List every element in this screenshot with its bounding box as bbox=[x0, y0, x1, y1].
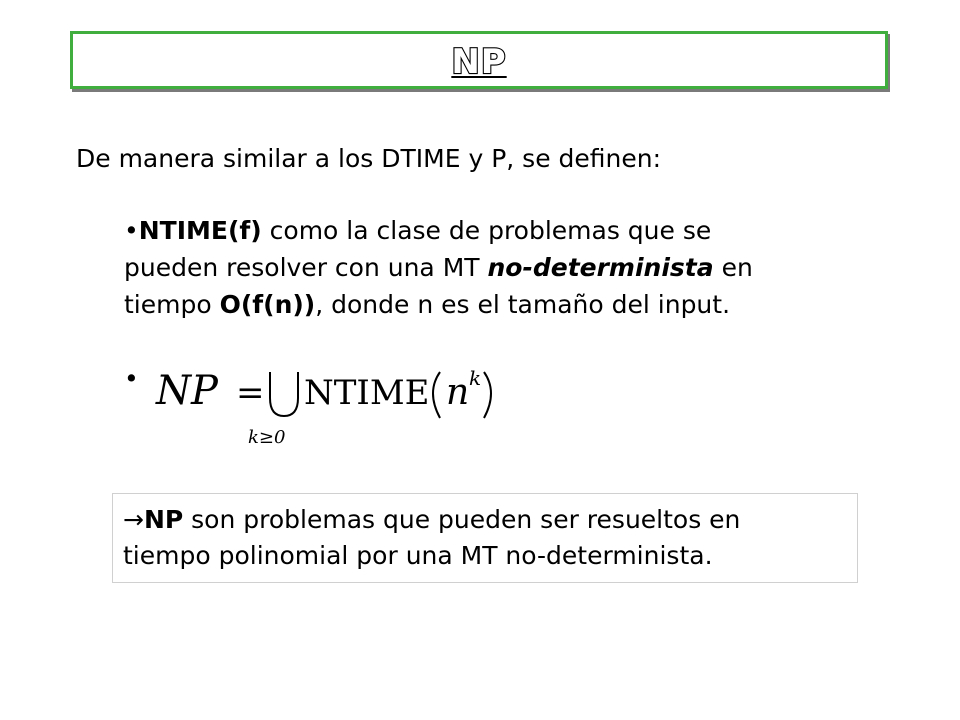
formula-function: NTIME bbox=[304, 373, 430, 413]
ntime-term: NTIME(f) bbox=[138, 216, 262, 245]
bullet-marker: • bbox=[124, 364, 139, 393]
formula-equals: = bbox=[236, 373, 265, 413]
left-paren bbox=[433, 372, 440, 418]
bullet1-text4: tiempo bbox=[124, 290, 220, 319]
np-union-formula bbox=[150, 360, 530, 460]
np-summary-box bbox=[112, 493, 858, 583]
formula-base: n bbox=[446, 372, 470, 413]
right-paren bbox=[484, 372, 491, 418]
formula-lhs: NP bbox=[156, 368, 218, 414]
bullet1-text1: como la clase de problemas que se bbox=[261, 216, 712, 245]
nondeterministic-emphasis: no-determinista bbox=[487, 253, 714, 282]
big-o-term: O(f(n)) bbox=[219, 290, 316, 319]
np-term: NP bbox=[143, 505, 184, 534]
formula-subscript: k≥0 bbox=[248, 427, 286, 448]
bullet1-text5: , donde n es el tamaño del input. bbox=[315, 290, 731, 319]
arrow-icon: → bbox=[123, 505, 144, 534]
bullet-marker: • bbox=[124, 216, 139, 245]
note-line1: son problemas que pueden ser resueltos en bbox=[183, 505, 741, 534]
bullet1-text2: pueden resolver con una MT bbox=[124, 253, 488, 282]
formula-exponent: k bbox=[469, 366, 482, 390]
bullet-ntime-definition bbox=[124, 212, 753, 323]
bullet1-text3: en bbox=[713, 253, 753, 282]
bullet-np-formula bbox=[124, 360, 604, 460]
intro-text: De manera similar a los DTIME y P, se definen: bbox=[76, 144, 662, 173]
slide-title: NP bbox=[451, 42, 507, 82]
note-line2: tiempo polinomial por una MT no-determinista. bbox=[123, 541, 713, 570]
title-banner bbox=[70, 31, 888, 89]
union-symbol bbox=[270, 372, 298, 416]
